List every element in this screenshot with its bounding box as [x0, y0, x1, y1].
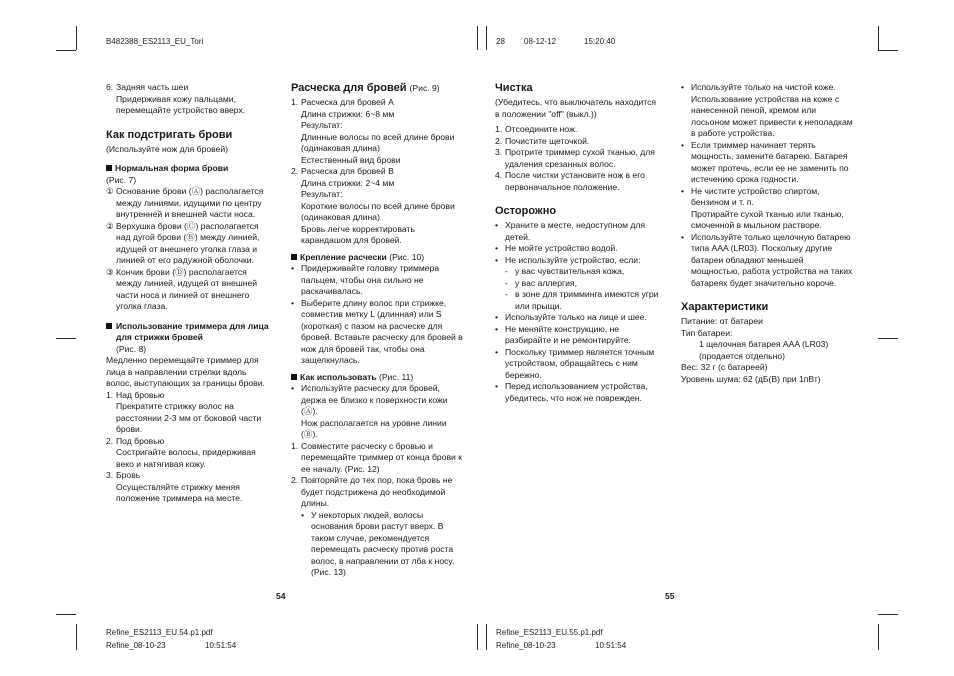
list-item: • Придерживайте головку триммера пальцем, чтобы она сильно не раскачивалась. [291, 263, 440, 296]
list-item: - у вас аллергия, [505, 277, 577, 288]
column-2 [291, 82, 463, 579]
list-item: - в зоне для тримминга имеются угри или прыщи. [505, 289, 659, 311]
crop-mark [878, 338, 898, 339]
list-item: • Если триммер начинает терять мощность, замените батарею. Батарея может протечь, если ее не заменить по истечению срока годности. [681, 139, 849, 184]
spec-line: Питание: от батареи [681, 316, 763, 326]
crop-mark [477, 26, 478, 50]
column-1 [106, 82, 270, 505]
list-item: • Не меняйте конструкцию, не разбирайте и не ремонтируйте. [495, 323, 632, 345]
list-item: 1. Совместите расческу с бровью и перемещайте триммер от конца брови к ее началу. (Рис. 12) [291, 440, 462, 474]
list-item: • Не мойте устройство водой. [495, 243, 618, 253]
list-item: • Храните в месте, недоступном для детей. [495, 220, 646, 242]
page-number-right: 55 [665, 591, 675, 601]
section-title-clean: Чистка [495, 82, 533, 94]
list-item: • Не используйте устройство, если: [495, 254, 641, 265]
section-subtitle: (Убедитесь, что выключатель находится в положении "off" (выкл.)) [495, 97, 657, 119]
list-item: • Перед использованием устройства, убедитесь, что нож не поврежден. [495, 381, 648, 403]
footer-file-right: Refine_ES2113_EU.55.p1.pdf [496, 628, 603, 637]
list-item: • Используйте только щелочную батарею типа AAA (LR03). Поскольку другие батареи обладают меньшей мощностью, работа устройства на таких батареях будет значительно короче. [681, 231, 853, 288]
paragraph: Медленно перемещайте триммер для лица в направлении стрелки вдоль волос, выступающих за границы брови. [106, 355, 265, 388]
list-item: • Используйте только на чистой коже. Использование устройства на коже с нанесенной пеной, кремом или лосьоном может привести к неполадкам в работе устройства. [681, 82, 853, 138]
crop-mark [486, 26, 487, 50]
spec-line: Вес: 32 г (с батареей) [681, 362, 768, 372]
list-item: 1. Расческа для бровей A Длина стрижки: 6~8 мм Результат: Длинные волосы по всей длине брови (одинаковая длина) Естественный вид брови [291, 97, 455, 165]
list-item: • Не чистите устройство спиртом, бензином и т. п. Протирайте сухой тканью или тканью, смоченной в мыльном растворе. [681, 185, 844, 230]
crop-mark [878, 624, 879, 650]
square-bullet-icon [291, 374, 297, 380]
square-bullet-icon [106, 165, 112, 171]
list-item: ③ Кончик брови (Ⓓ) располагается между линией, идущей от внешней части носа и линией от внешнего уголка глаза. [106, 266, 258, 311]
column-3 [495, 82, 663, 404]
crop-mark [477, 624, 478, 650]
list-item: 2. Почистите щеточкой. [495, 135, 590, 146]
figure-ref: (Рис. 8) [116, 343, 147, 354]
list-item: 3. Бровь Осуществляйте стрижку меняя положение триммера на месте. [106, 470, 243, 503]
square-bullet-icon [291, 254, 297, 260]
spec-line: 1 щелочная батарея AAA (LR03) (продается отдельно) [699, 339, 829, 361]
subsection-title-normal: Нормальная форма брови [106, 163, 270, 175]
list-item: 2. Под бровью Состригайте волосы, придерживая веко и натягивая кожу. [106, 435, 256, 469]
list-item: 6. Задняя часть шеи Придерживая кожу пальцами, перемещайте устройство вверх. [106, 82, 246, 115]
crop-mark [56, 50, 76, 51]
list-item: 4. После чистки установите нож в его первоначальное положение. [495, 170, 645, 192]
list-item: 1. Над бровью Прекратите стрижку волос на расстоянии 2-3 мм от боковой части брови. [106, 389, 262, 434]
list-item: ② Верхушка брови (Ⓒ) располагается над дугой брови (Ⓑ) между линией, идущей от внешнего уголка глаза и линией от его радужной оболочки. [106, 220, 260, 265]
crop-mark [878, 26, 879, 50]
crop-mark [76, 624, 77, 650]
figure-ref: (Рис. 7) [106, 174, 137, 185]
list-item: 3. Протрите триммер сухой тканью, для удаления срезанных волос. [495, 147, 655, 169]
list-item: • Используйте только на лице и шее. [495, 312, 647, 322]
list-item: • Поскольку триммер является точным устройством, обращайтесь с ним бережно. [495, 346, 655, 380]
footer-date-right: Refine_08-10-23 [496, 641, 556, 650]
list-item: 1. Отсоедините нож. [495, 124, 578, 134]
spec-line: Тип батареи: [681, 327, 733, 338]
spec-line: Уровень шума: 62 (дБ(В) при 1пВт) [681, 373, 821, 384]
crop-mark [878, 50, 898, 51]
crop-mark [486, 624, 487, 650]
subsection-title-use: Как использовать (Рис. 11) [291, 372, 463, 384]
header-time: 15:20:40 [584, 37, 616, 46]
list-item: • Используйте расческу для бровей, держа ее близко к поверхности кожи (Ⓐ). Нож располагается на уровне линии (Ⓑ). [291, 383, 448, 439]
crop-mark [878, 614, 898, 615]
list-item: 2. Повторяйте до тех пор, пока бровь не будет подстрижена до необходимой длины. [291, 475, 453, 508]
section-subtitle: (Используйте нож для бровей) [106, 143, 229, 154]
header-page: 28 [496, 37, 505, 46]
list-item: 2. Расческа для бровей B Длина стрижки: 2~4 мм Результат: Короткие волосы по всей длине брови (одинаковая длина) Бровь легче корректировать карандашом для бровей. [291, 166, 455, 245]
list-item: • Выберите длину волос при стрижке, совместив метку L (длинная) или S (короткая) с пазом на расческе для бровей. Вставьте расческу для бровей в нож для бровей так, чтобы она защелкнулась. [291, 297, 463, 365]
crop-mark [76, 26, 77, 50]
section-title-caution: Осторожно [495, 205, 557, 217]
footer-time-left: 10:51:54 [205, 641, 237, 650]
list-item: - у вас чувствительная кожа, [505, 266, 625, 276]
footer-file-left: Refine_ES2113_EU.54.p1.pdf [106, 628, 213, 637]
section-title-specs: Характеристики [681, 301, 769, 313]
section-title-trim: Как подстригать брови [106, 128, 233, 141]
header-date: 08-12-12 [524, 37, 557, 46]
header-file: B482388_ES2113_EU_Tori [106, 37, 204, 46]
section-title-comb: Расческа для бровей (Рис. 9) [291, 82, 440, 94]
list-item: • У некоторых людей, волосы основания брови растут вверх. В таком случае, рекомендуется перемещать расческу против роста волос, в направлении от лба к носу. (Рис. 13) [301, 509, 455, 577]
list-item: ① Основание брови (Ⓐ) располагается между линиями, идущими по центру внутренней и внешней части носа. [106, 186, 264, 219]
subsection-title-attach: Крепление расчески (Рис. 10) [291, 252, 463, 264]
crop-mark [56, 614, 76, 615]
footer-time-right: 10:51:54 [595, 641, 627, 650]
subsection-title-face: Использование триммера для лица для стрижки бровей [106, 321, 270, 344]
square-bullet-icon [106, 323, 112, 329]
crop-mark [56, 338, 76, 339]
column-4 [681, 82, 853, 385]
page-number-left: 54 [276, 591, 286, 601]
footer-date-left: Refine_08-10-23 [106, 641, 166, 650]
